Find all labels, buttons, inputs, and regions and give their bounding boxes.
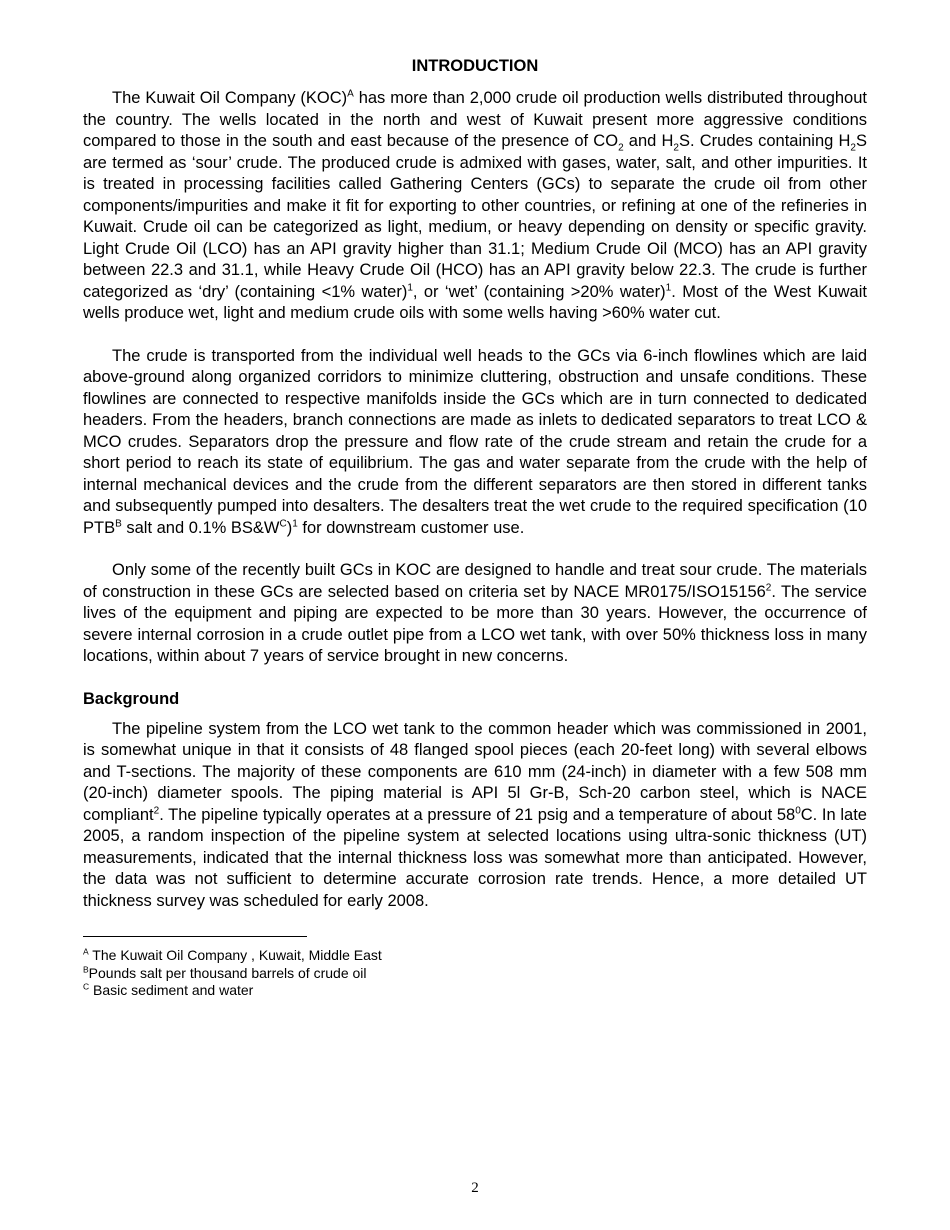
footnote-c: $^C$ Basic sediment and water (83, 981, 254, 998)
footnote-b: $^B$Pounds salt per thousand barrels of crude oil (83, 963, 367, 981)
background-heading: Background (83, 689, 180, 708)
paragraph-1: The Kuwait Oil Company (KOC)$^A$ has more than 2,000 crude oil production wells distributed throughout the country. The wells located in the north and west of Kuwait present more aggressive conditions compared to those in the south and east because of the presence of $CO_2$ and $H_2S$. Crudes containing $H_2S$ are termed as ‘sour’ crude. The produced crude is admixed with gases, water, salt, and other impurities. It is treated in processing facilities called Gathering Centers (GCs) to separate the crude oil from other components/impurities and make it fit for exporting to other countries, or refining at one of the refineries in Kuwait. Crude oil can be categorized as light, medium, or heavy depending on density or specific gravity. Light Crude Oil (LCO) has an API gravity higher than 31.1; Medium Crude Oil (MCO) has an API gravity between 22.3 and 31.1, while Heavy Crude Oil (HCO) has an API gravity below 22.3. The crude is further categorized as ‘dry’ (containing <1% water)$^1$, or ‘wet’ (containing >20% water)$^1$. Most of the West Kuwait wells produce wet, light and medium crude oils with some wells having >60% water cut. (83, 88, 867, 322)
page-body (83, 56, 867, 1000)
page-number: 2 (471, 1180, 479, 1196)
paragraph-2: The crude is transported from the individual well heads to the GCs via 6-inch flowlines which are laid above-ground along organized corridors to minimize cluttering, obstruction and unsafe conditions. These flowlines are connected to respective manifolds inside the GCs which are in turn connected to dedicated headers. From the headers, branch connections are made as inlets to dedicated separators to treat LCO & MCO crudes. Separators drop the pressure and flow rate of the crude stream and retain the crude for a short period to reach its state of equilibrium. The gas and water separate from the crude with the help of internal mechanical devices and the crude from the different separators are then stored in different tanks and subsequently pumped into desalters. The desalters treat the wet crude to the required specification (10 $PTB^B$ salt and 0.1% $BS\&W^C)^1$ for downstream customer use. (83, 346, 867, 537)
footnote-a: $^A$ The Kuwait Oil Company , Kuwait, Middle East (83, 946, 382, 963)
paragraph-4: The pipeline system from the LCO wet tank to the common header which was commissioned in 2001, is somewhat unique in that it consists of 48 flanged spool pieces (each 20-feet long) with several elbows and T-sections. The majority of these components are 610 mm (24-inch) in diameter with a few 508 mm (20-inch) diameter spools. The piping material is API 5l Gr-B, Sch-20 carbon steel, which is NACE compliant$^2$. The pipeline typically operates at a pressure of 21 psig and a temperature of about $58^0C$. In late 2005, a random inspection of the pipeline system at selected locations using ultra-sonic thickness (UT) measurements, indicated that the internal thickness loss was somewhat more than anticipated. However, the data was not sufficient to determine accurate corrosion rate trends. Hence, a more detailed UT thickness survey was scheduled for early 2008. (83, 719, 867, 910)
paragraph-3: Only some of the recently built GCs in KOC are designed to handle and treat sour crude. The materials of construction in these GCs are selected based on criteria set by NACE MR0175/ISO15156$^2$. The service lives of the equipment and piping are expected to be more than 30 years. However, the occurrence of severe internal corrosion in a crude outlet pipe from a LCO wet tank, with over 50% thickness loss in many locations, within about 7 years of service brought in new concerns. (83, 561, 867, 665)
section-title: INTRODUCTION (411, 57, 539, 75)
footnote-divider (83, 936, 307, 937)
